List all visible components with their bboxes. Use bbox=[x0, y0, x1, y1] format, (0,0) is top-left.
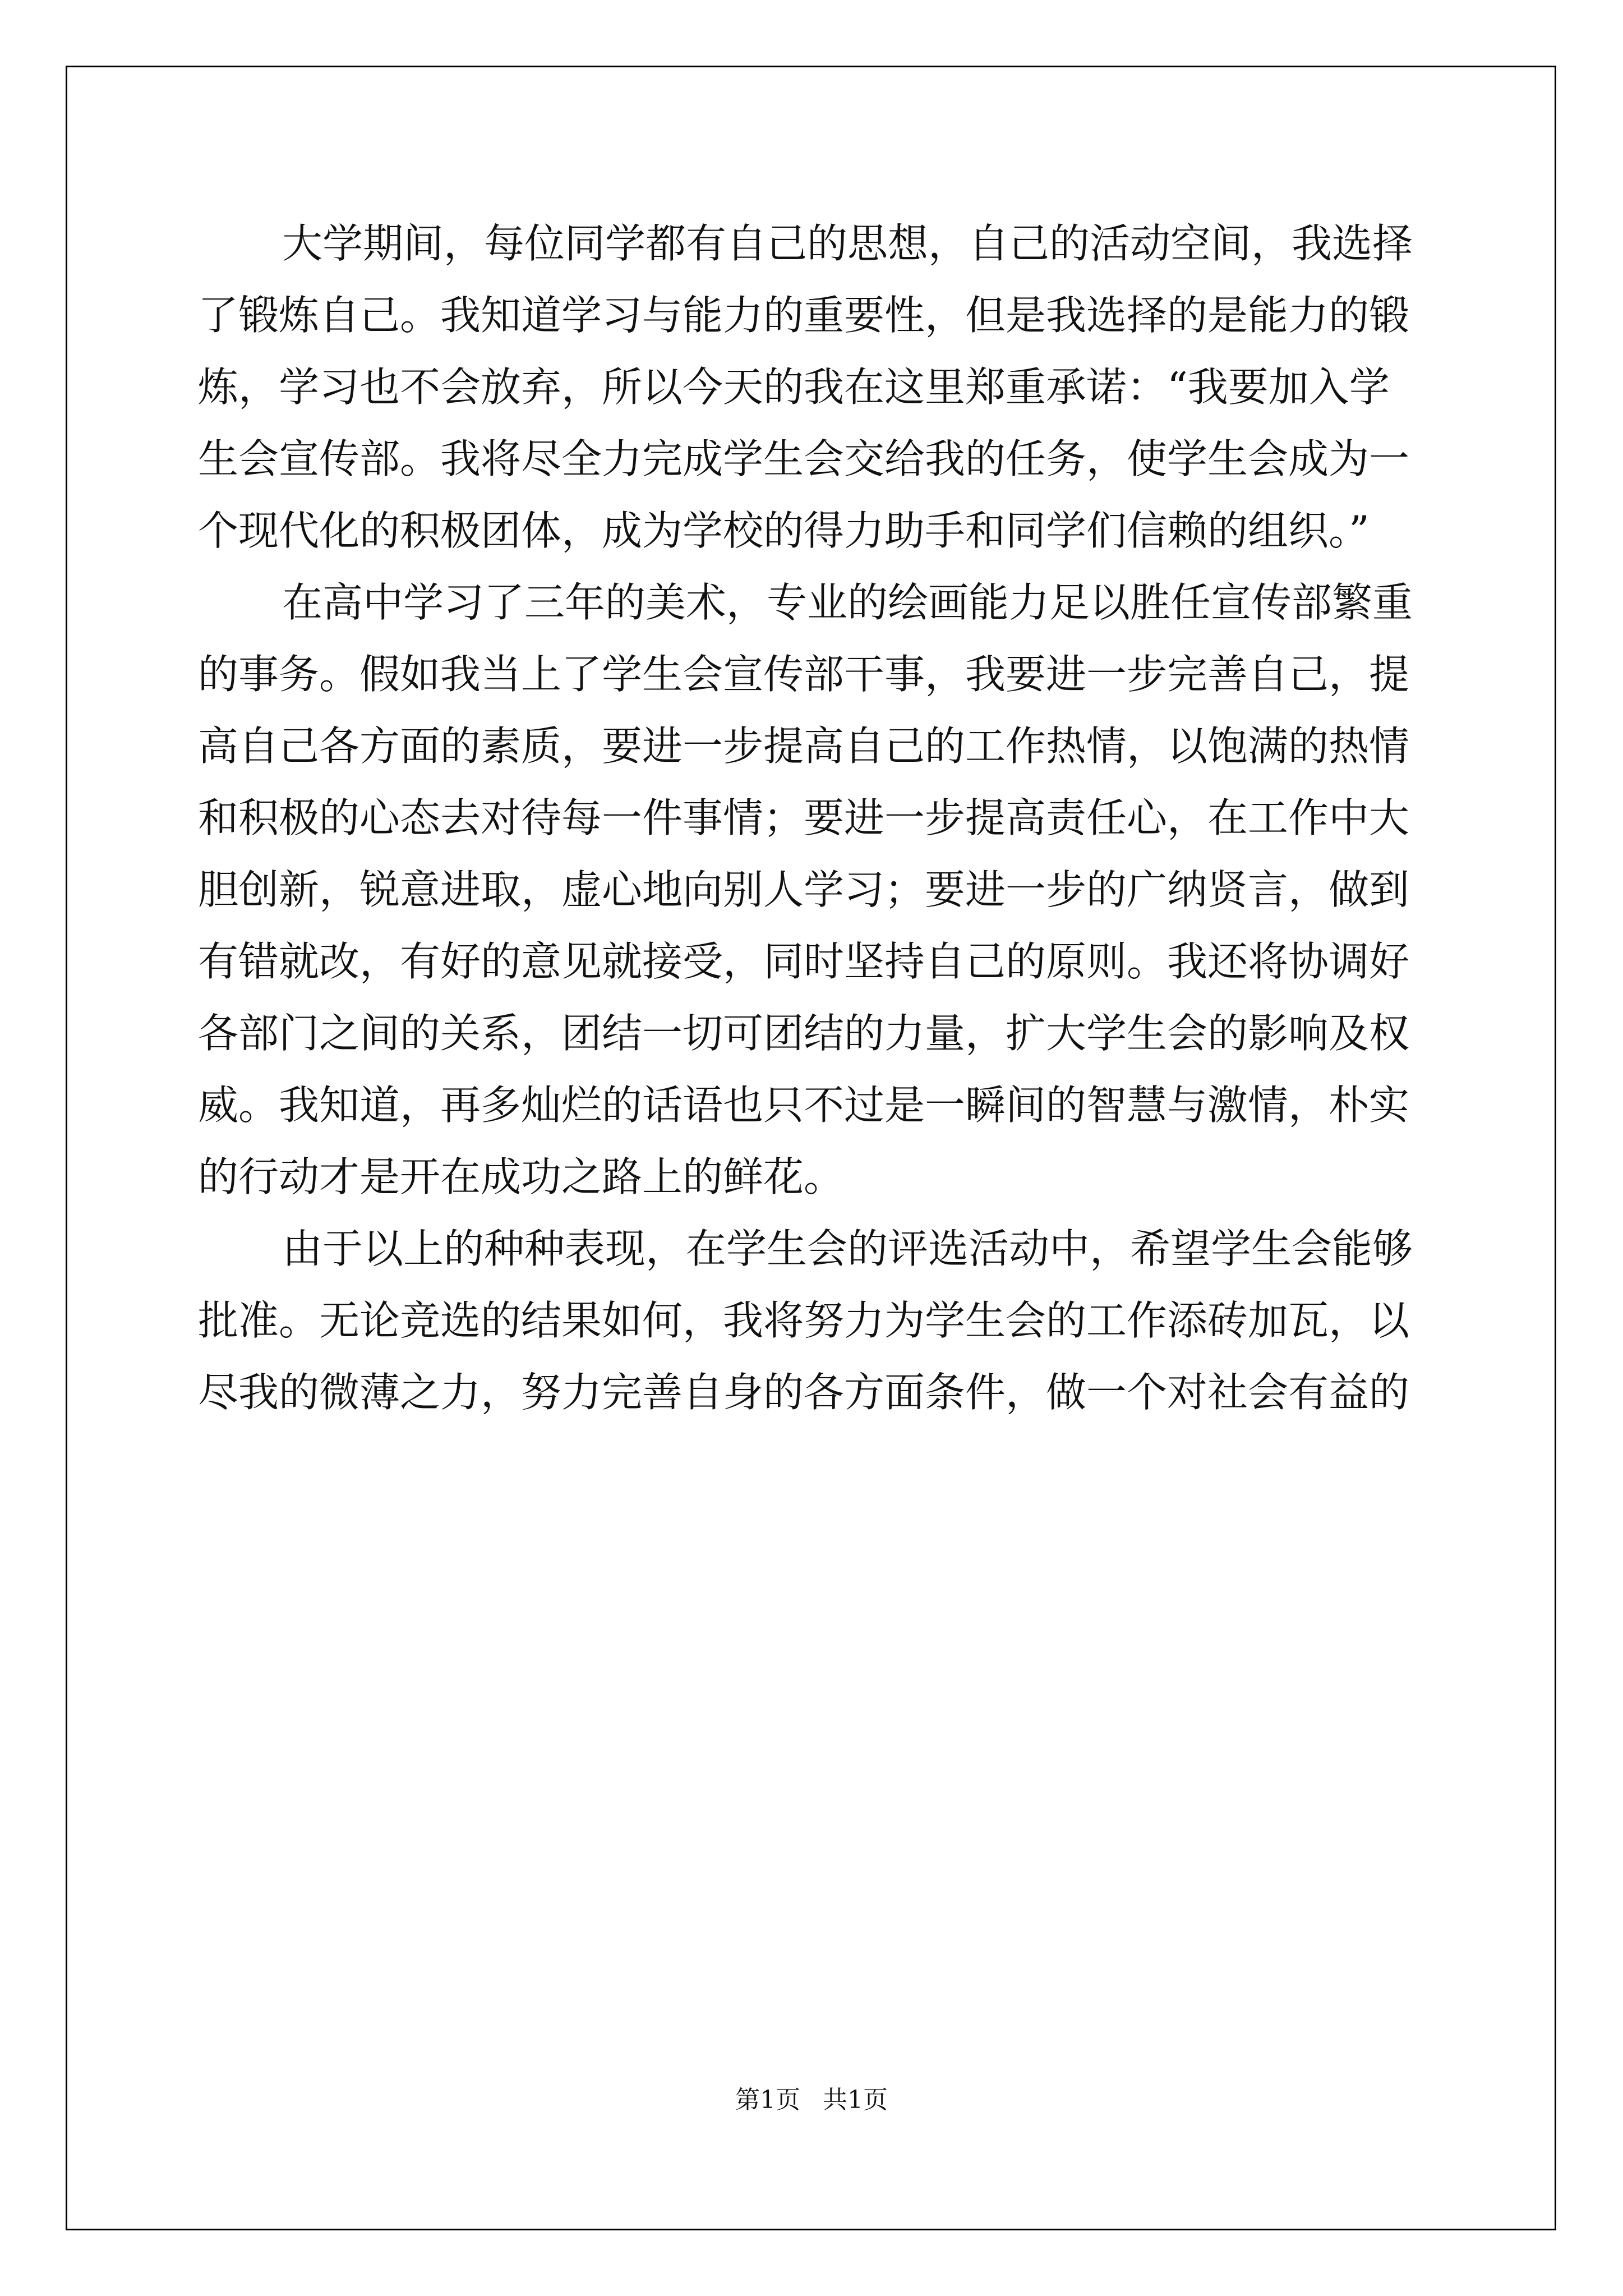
text-line: 的事务。假如我当上了学生会宣传部干事，我要进一步完善自己，提 bbox=[198, 651, 1410, 698]
paragraph-2 bbox=[198, 567, 1432, 1213]
text-line: 威。我知道，再多灿烂的话语也只不过是一瞬间的智慧与激情，朴实 bbox=[198, 1082, 1410, 1129]
text-line: 各部门之间的关系，团结一切可团结的力量，扩大学生会的影响及权 bbox=[198, 1010, 1410, 1057]
text-line: 在高中学习了三年的美术，专业的绘画能力足以胜任宣传部繁重 bbox=[282, 579, 1413, 626]
text-line: 胆创新，锐意进取，虚心地向别人学习；要进一步的广纳贤言，做到 bbox=[198, 866, 1410, 913]
text-line: 高自己各方面的素质，要进一步提高自己的工作热情，以饱满的热情 bbox=[198, 723, 1410, 770]
text-line: 了锻炼自己。我知道学习与能力的重要性，但是我选择的是能力的锻 bbox=[198, 292, 1410, 339]
text-line: 炼，学习也不会放弃，所以今天的我在这里郑重承诺：“我要加入学 bbox=[198, 364, 1390, 411]
paragraph-1 bbox=[198, 208, 1432, 567]
text-line: 个现代化的积极团体，成为学校的得力助手和同学们信赖的组织。” bbox=[198, 507, 1370, 554]
text-line: 尽我的微薄之力，努力完善自身的各方面条件，做一个对社会有益的 bbox=[198, 1369, 1410, 1416]
document-body bbox=[198, 208, 1432, 1428]
text-line: 批准。无论竞选的结果如何，我将努力为学生会的工作添砖加瓦，以 bbox=[198, 1297, 1410, 1344]
page-number: 第1页 bbox=[735, 2086, 800, 2114]
text-line: 的行动才是开在成功之路上的鲜花。 bbox=[198, 1153, 845, 1200]
text-line: 由于以上的种种表现，在学生会的评选活动中，希望学生会能够 bbox=[282, 1225, 1413, 1272]
page-total: 共1页 bbox=[823, 2086, 888, 2114]
text-line: 大学期间，每位同学都有自己的思想，自己的活动空间，我选择 bbox=[282, 220, 1413, 267]
text-line: 和积极的心态去对待每一件事情；要进一步提高责任心，在工作中大 bbox=[198, 794, 1410, 841]
text-line: 有错就改，有好的意见就接受，同时坚持自己的原则。我还将协调好 bbox=[198, 938, 1410, 985]
page-footer bbox=[0, 2085, 1623, 2116]
paragraph-3 bbox=[198, 1213, 1432, 1428]
text-line: 生会宣传部。我将尽全力完成学生会交给我的任务，使学生会成为一 bbox=[198, 435, 1410, 482]
